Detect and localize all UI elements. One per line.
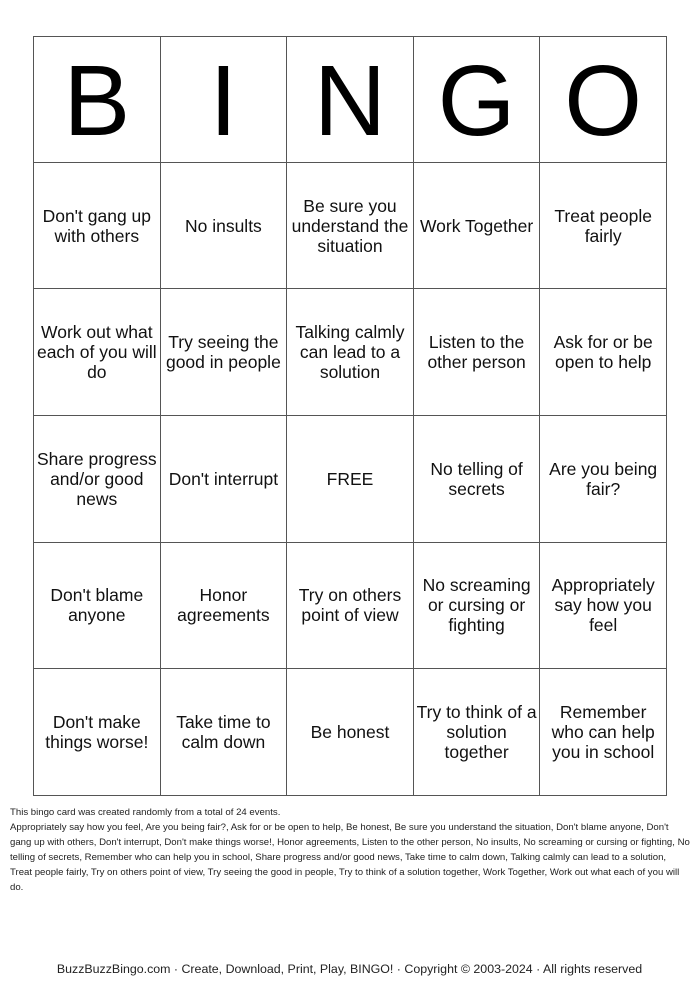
bingo-cell: Ask for or be open to help [540,289,667,416]
bingo-cell: Try on others point of view [287,542,414,669]
bingo-cell: Work Together [413,162,540,289]
bingo-cell: No telling of secrets [413,416,540,543]
bingo-cell: Try to think of a solution together [413,669,540,796]
bingo-cell: Honor agreements [160,542,287,669]
bingo-cell: Take time to calm down [160,669,287,796]
card-info [10,805,690,895]
bingo-cell: Talking calmly can lead to a solution [287,289,414,416]
bingo-card [33,36,667,796]
bingo-cell: Don't blame anyone [34,542,161,669]
free-space-cell: FREE [287,416,414,543]
events-list: Appropriately say how you feel, Are you being fair?, Ask for or be open to help, Be honest, Be sure you understand the situation, Don't blame anyone, Don't gang up with others, Don't interrupt, Don't make things worse!, Honor agreements, Listen to the other person, No insults, No screaming or cursing or fighting, No telling of secrets, Remember who can help you in school, Share progress and/or good news, Take time to calm down, Talking calmly can lead to a solution, Treat people fairly, Try on others point of view, Try seeing the good in people, Try to think of a solution together, Work Together, Work out what each of you will do. [10,822,690,893]
bingo-cell: Don't interrupt [160,416,287,543]
bingo-cell: Listen to the other person [413,289,540,416]
bingo-cell: Appropriately say how you feel [540,542,667,669]
header-letter-i: I [160,37,287,163]
bingo-cell: Share progress and/or good news [34,416,161,543]
bingo-row [34,289,667,416]
bingo-cell: Try seeing the good in people [160,289,287,416]
bingo-cell: Don't make things worse! [34,669,161,796]
bingo-row [34,669,667,796]
bingo-header-row [34,37,667,163]
bingo-cell: Be sure you understand the situation [287,162,414,289]
bingo-cell: Work out what each of you will do [34,289,161,416]
header-letter-o: O [540,37,667,163]
header-letter-n: N [287,37,414,163]
bingo-row [34,416,667,543]
header-letter-g: G [413,37,540,163]
bingo-cell: Treat people fairly [540,162,667,289]
bingo-cell: No screaming or cursing or fighting [413,542,540,669]
bingo-row [34,162,667,289]
bingo-cell: Remember who can help you in school [540,669,667,796]
bingo-cell: Be honest [287,669,414,796]
card-summary: This bingo card was created randomly from a total of 24 events. [10,807,281,818]
bingo-row [34,542,667,669]
header-letter-b: B [34,37,161,163]
copyright-footer: BuzzBuzzBingo.com · Create, Download, Print, Play, BINGO! · Copyright © 2003-2024 · All rights reserved [56,962,643,976]
bingo-cell: Don't gang up with others [34,162,161,289]
bingo-cell: Are you being fair? [540,416,667,543]
bingo-cell: No insults [160,162,287,289]
